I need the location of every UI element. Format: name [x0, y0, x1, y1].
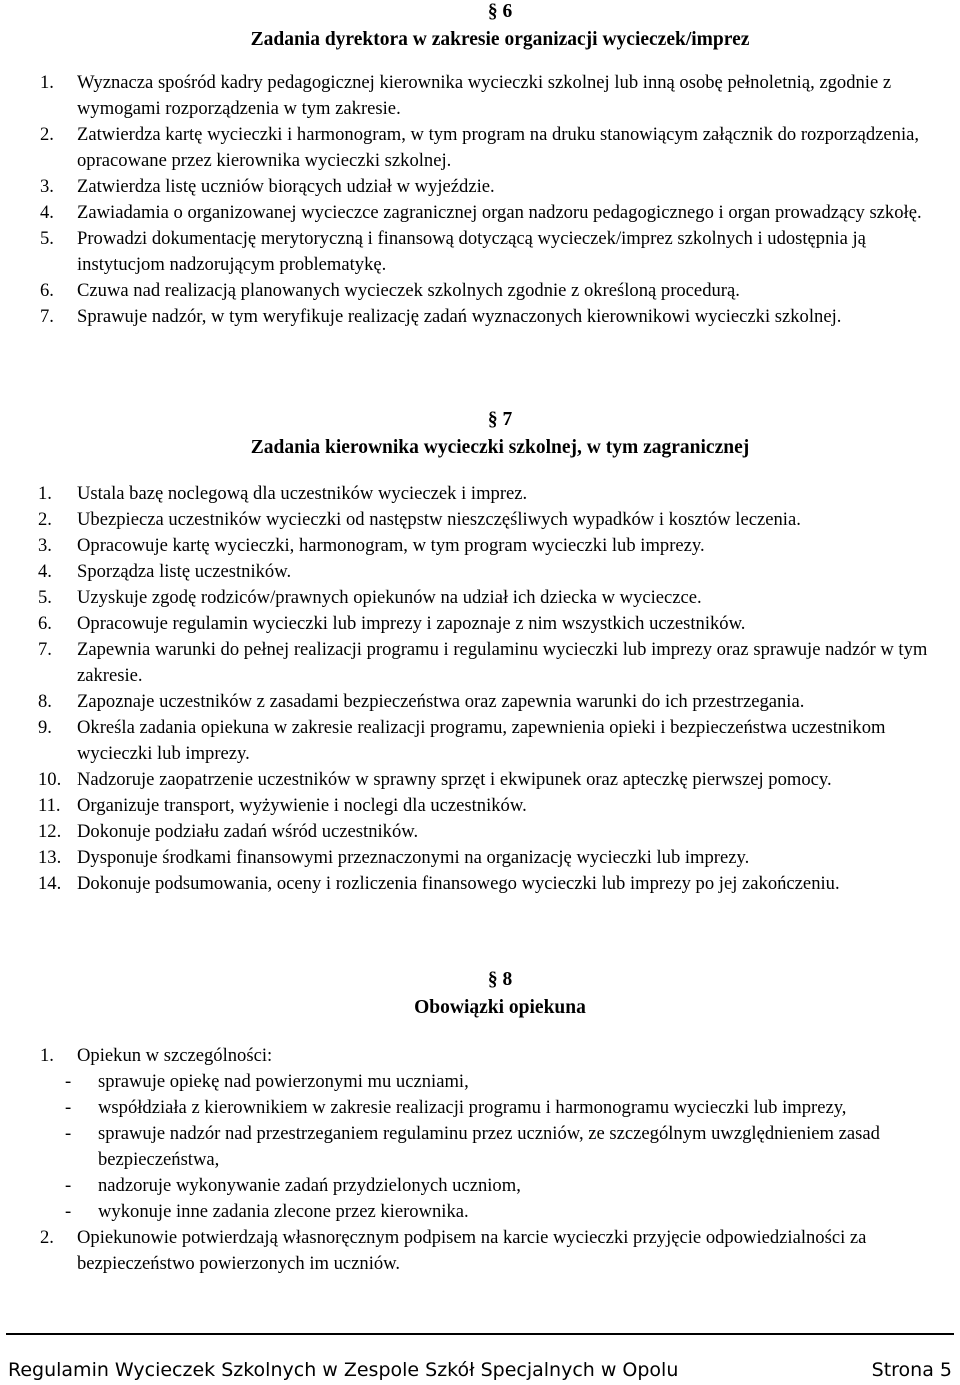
- item-text: Ustala bazę noclegową dla uczestników wycieczek i imprez.: [77, 483, 528, 504]
- dash-mark: -: [65, 1201, 72, 1222]
- item-text: Dokonuje podziału zadań wśród uczestników.: [77, 821, 419, 842]
- item-number: 7.: [38, 639, 52, 660]
- dash-item: [65, 1069, 940, 1095]
- item-text: Opracowuje regulamin wycieczki lub imprezy i zapoznaje z nim wszystkich uczestników.: [77, 613, 746, 634]
- dash-item-text: sprawuje opiekę nad powierzonymi mu uczniami,: [98, 1071, 469, 1092]
- section-7-header: [0, 406, 960, 462]
- item-number: 13.: [38, 847, 62, 868]
- item-text: Prowadzi dokumentację merytoryczną i finansową dotyczącą wycieczek/imprez szkolnych i udostępnia ją instytucjom nadzorującym problematykę.: [77, 228, 866, 275]
- item-number: 8.: [38, 691, 52, 712]
- item-text: Zawiadamia o organizowanej wycieczce zagranicznej organ nadzoru pedagogicznego i organ prowadzący szkołę.: [77, 202, 922, 223]
- dash-item: [65, 1199, 940, 1225]
- section-7-title: Zadania kierownika wycieczki szkolnej, w tym zagranicznej: [250, 437, 750, 458]
- dash-mark: -: [65, 1123, 72, 1144]
- list-item: [40, 767, 940, 793]
- item-text: Nadzoruje zaopatrzenie uczestników w sprawny sprzęt i ekwipunek oraz apteczkę pierwszej pomocy.: [77, 769, 832, 790]
- item-text: Dysponuje środkami finansowymi przeznaczonymi na organizację wycieczki lub imprezy.: [77, 847, 750, 868]
- list-item: [40, 200, 940, 226]
- page-number: Strona 5: [871, 1359, 952, 1381]
- dash-item: [65, 1121, 940, 1173]
- item-text: Zatwierdza listę uczniów biorących udział w wyjeździe.: [77, 176, 495, 197]
- list-item: [40, 819, 940, 845]
- list-item: [40, 689, 940, 715]
- list-item: [40, 70, 940, 122]
- item-text: Opiekunowie potwierdzają własnoręcznym podpisem na karcie wycieczki przyjęcie odpowiedzialności za bezpieczeństwo powierzonych im uczniów.: [77, 1227, 867, 1274]
- footer-divider: [6, 1333, 954, 1335]
- section-8-list: [40, 1043, 940, 1277]
- item-text: Sprawuje nadzór, w tym weryfikuje realizację zadań wyznaczonych kierownikowi wycieczki szkolnej.: [77, 306, 842, 327]
- item-text: Zatwierdza kartę wycieczki i harmonogram, w tym program na druku stanowiącym załącznik do rozporządzenia, opracowane przez kierownika wycieczki szkolnej.: [77, 124, 920, 171]
- list-item: [40, 278, 940, 304]
- item-number: 6.: [38, 613, 52, 634]
- page-footer: [8, 1357, 952, 1383]
- item-number: 1.: [38, 483, 52, 504]
- dash-mark: -: [65, 1175, 72, 1196]
- item-text: Zapoznaje uczestników z zasadami bezpieczeństwa oraz zapewnia warunki do ich przestrzegania.: [77, 691, 805, 712]
- dash-item: [65, 1173, 940, 1199]
- list-item: [40, 611, 940, 637]
- section-8-symbol: § 8: [487, 969, 513, 990]
- item-text: Ubezpiecza uczestników wycieczki od następstw nieszczęśliwych wypadków i kosztów leczenia.: [77, 509, 801, 530]
- item-number: 3.: [40, 176, 54, 197]
- section-6-header: [0, 0, 960, 54]
- item-number: 1.: [40, 72, 54, 93]
- item-text: Określa zadania opiekuna w zakresie realizacji programu, zapewnienia opieki i bezpieczeństwa uczestnikom wycieczki lub imprezy.: [77, 717, 886, 764]
- dash-mark: -: [65, 1097, 72, 1118]
- list-item: [40, 559, 940, 585]
- list-item: [40, 481, 940, 507]
- list-item: [40, 533, 940, 559]
- list-item: [40, 845, 940, 871]
- item-number: 3.: [38, 535, 52, 556]
- item-number: 11.: [38, 795, 61, 816]
- section-6-list: [40, 70, 940, 330]
- section-7-symbol: § 7: [487, 409, 513, 430]
- dash-item-text: wykonuje inne zadania zlecone przez kierownika.: [98, 1201, 469, 1222]
- list-item: [40, 1225, 940, 1277]
- item-number: 2.: [40, 124, 54, 145]
- item-text: Dokonuje podsumowania, oceny i rozliczenia finansowego wycieczki lub imprezy po jej zakończeniu.: [77, 873, 840, 894]
- dash-item-text: nadzoruje wykonywanie zadań przydzielonych uczniom,: [98, 1175, 521, 1196]
- list-item: [40, 226, 940, 278]
- dash-item: [65, 1095, 940, 1121]
- list-item: [40, 585, 940, 611]
- item-text: Opiekun w szczególności:: [77, 1045, 273, 1066]
- list-item: [40, 871, 940, 897]
- section-6-symbol: § 6: [487, 1, 513, 22]
- item-number: 2.: [38, 509, 52, 530]
- dash-list: [65, 1069, 940, 1225]
- list-item: [40, 715, 940, 767]
- section-6-title: Zadania dyrektora w zakresie organizacji wycieczek/imprez: [250, 29, 750, 50]
- list-item: [40, 174, 940, 200]
- dash-mark: -: [65, 1071, 72, 1092]
- item-number: 4.: [40, 202, 54, 223]
- footer-title: Regulamin Wycieczek Szkolnych w Zespole Szkół Specjalnych w Opolu: [8, 1359, 679, 1381]
- item-text: Organizuje transport, wyżywienie i noclegi dla uczestników.: [77, 795, 527, 816]
- item-text: Sporządza listę uczestników.: [77, 561, 292, 582]
- item-number: 1.: [40, 1045, 54, 1066]
- item-number: 7.: [40, 306, 54, 327]
- list-item: [40, 304, 940, 330]
- item-text: Wyznacza spośród kadry pedagogicznej kierownika wycieczki szkolnej lub inną osobę pełnoletnią, zgodnie z wymogami rozporządzenia w tym zakresie.: [77, 72, 892, 119]
- list-item: [40, 793, 940, 819]
- section-8-header: [0, 966, 960, 1022]
- list-item: [40, 122, 940, 174]
- item-number: 14.: [38, 873, 62, 894]
- item-number: 12.: [38, 821, 62, 842]
- item-number: 5.: [38, 587, 52, 608]
- item-text: Opracowuje kartę wycieczki, harmonogram, w tym program wycieczki lub imprezy.: [77, 535, 705, 556]
- item-number: 4.: [38, 561, 52, 582]
- list-item: [40, 637, 940, 689]
- item-number: 5.: [40, 228, 54, 249]
- item-text: Czuwa nad realizacją planowanych wycieczek szkolnych zgodnie z określoną procedurą.: [77, 280, 740, 301]
- item-number: 6.: [40, 280, 54, 301]
- item-number: 9.: [38, 717, 52, 738]
- dash-item-text: sprawuje nadzór nad przestrzeganiem regulaminu przez uczniów, ze szczególnym uwzględnieniem zasad bezpieczeństwa,: [98, 1123, 880, 1170]
- dash-item-text: współdziała z kierownikiem w zakresie realizacji programu i harmonogramu wycieczki lub imprezy,: [98, 1097, 847, 1118]
- list-item: [40, 1043, 940, 1225]
- section-8-title: Obowiązki opiekuna: [414, 997, 586, 1018]
- item-text: Zapewnia warunki do pełnej realizacji programu i regulaminu wycieczki lub imprezy oraz sprawuje nadzór w tym zakresie.: [77, 639, 928, 686]
- section-7-list: [40, 481, 940, 897]
- item-number: 2.: [40, 1227, 54, 1248]
- item-number: 10.: [38, 769, 62, 790]
- item-text: Uzyskuje zgodę rodziców/prawnych opiekunów na udział ich dziecka w wycieczce.: [77, 587, 702, 608]
- list-item: [40, 507, 940, 533]
